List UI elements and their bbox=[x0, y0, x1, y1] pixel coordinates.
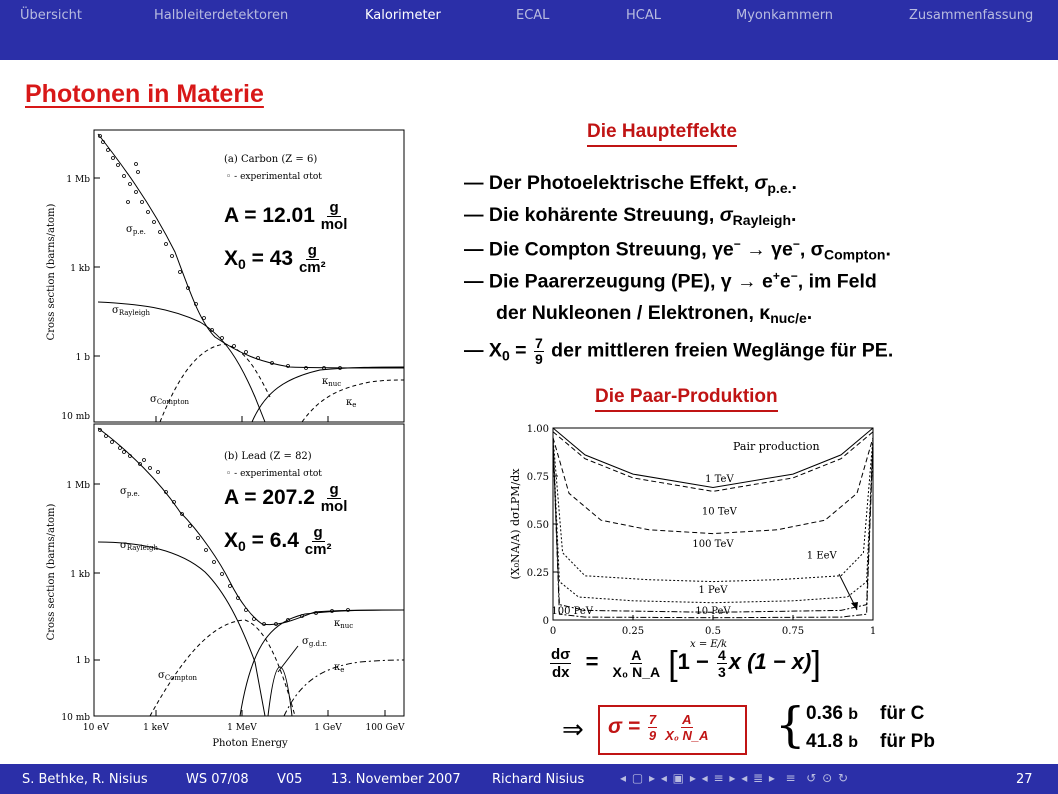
pair-label-1-tev: 1 TeV bbox=[705, 473, 734, 485]
footer-bar bbox=[0, 764, 1058, 794]
bullet-rayleigh: — Die kohärente Streuung, $\sigma_{Rayleigh}$. bbox=[464, 204, 797, 228]
xtick-10ev: 10 eV bbox=[82, 723, 110, 733]
pair-series-1-pev bbox=[553, 440, 873, 603]
bullet-paar: — Die Paarerzeugung (PE), γ → e+e−, im Feld bbox=[464, 269, 877, 293]
pair-xtick: 1 bbox=[869, 626, 877, 637]
results-brace: { bbox=[775, 697, 806, 753]
carbon-ytick-10mb: 10 mb bbox=[61, 412, 90, 422]
lead-ytick-1mb: 1 Mb bbox=[66, 481, 90, 491]
carbon-a-annotation bbox=[224, 200, 347, 233]
nav-item-kalorimeter[interactable]: Kalorimeter bbox=[365, 8, 441, 23]
carbon-label-pe: $\sigma_{p.e.}$ bbox=[126, 224, 146, 236]
top-navigation bbox=[0, 0, 1058, 60]
carbon-label-ke: $\kappa_e$ bbox=[346, 397, 357, 409]
pair-xtick: 0.5 bbox=[705, 626, 721, 637]
xtick-1kev: 1 keV bbox=[143, 723, 169, 733]
lead-x0-annotation bbox=[224, 525, 331, 558]
pair-label-1-pev: 1 PeV bbox=[698, 585, 728, 597]
pair-ytick: 0.75 bbox=[526, 472, 549, 483]
carbon-label-knuc: $\kappa_{nuc}$ bbox=[322, 376, 342, 388]
carbon-title: (a) Carbon (Z = 6) bbox=[224, 154, 318, 165]
pair-label-100-pev: 100 PeV bbox=[551, 606, 594, 618]
carbon-ytick-1b: 1 b bbox=[75, 353, 90, 363]
lead-a-label: A = 207.2 bbox=[224, 486, 315, 510]
pair-xtick: 0.75 bbox=[781, 626, 805, 637]
carbon-x0-val: = 43 bbox=[245, 247, 294, 271]
carbon-ytick-1mb: 1 Mb bbox=[66, 175, 90, 185]
pair-ticks bbox=[527, 424, 876, 637]
bullet-x0: — $X_0$ = $\frac{7}{9}$ der mittleren freien Weglänge für PE. bbox=[464, 335, 894, 367]
lead-title: (b) Lead (Z = 82) bbox=[224, 451, 312, 462]
pair-formula: $\frac{d\sigma}{dx}$ = $\frac{A}{\text{X₀ N\_A}}$ [1 − $\frac{4}{3}$ x (1 − x)] bbox=[551, 645, 821, 683]
carbon-x0-sub: 0 bbox=[238, 256, 246, 273]
footer-term: WS 07/08 bbox=[186, 772, 249, 787]
lead-xlabel: Photon Energy bbox=[212, 738, 288, 749]
pair-title: Pair production bbox=[733, 440, 820, 453]
result-carbon: 0.36 b für C bbox=[806, 703, 925, 724]
lead-x0-label: X bbox=[224, 529, 239, 553]
lead-ytick-1kb: 1 kb bbox=[70, 570, 90, 580]
lead-a-annotation bbox=[224, 482, 347, 515]
carbon-a-num: g bbox=[329, 199, 339, 216]
pair-ytick: 1.00 bbox=[526, 424, 549, 435]
sigma-formula: σ = $\frac{7}{9}$ $\frac{A}{\text{X₀ N\_A}}$ bbox=[608, 712, 709, 743]
lead-ytick-10mb: 10 mb bbox=[61, 713, 90, 723]
bullet-nukleonen: der Nukleonen / Elektronen, $\kappa_{nuc/e}$. bbox=[496, 302, 813, 326]
paar-produktion-heading: Die Paar-Produktion bbox=[595, 386, 778, 408]
pair-xtick: 0 bbox=[549, 626, 557, 637]
pair-ytick: 0.50 bbox=[526, 520, 549, 531]
carbon-x0-annotation bbox=[224, 243, 326, 276]
pair-production-svg bbox=[505, 420, 885, 645]
pair-arrowhead bbox=[851, 602, 858, 610]
formula-bracket-top: x = E/k bbox=[690, 639, 728, 650]
result-lead: 41.8 b für Pb bbox=[806, 731, 935, 752]
carbon-label-rayleigh: $\sigma_{Rayleigh}$ bbox=[112, 305, 150, 317]
pair-ytick: 0.25 bbox=[526, 568, 549, 579]
lead-label-gdr: $\sigma_{g.d.r.}$ bbox=[302, 636, 328, 648]
pair-production-chart bbox=[505, 420, 885, 645]
pair-label-10-tev: 10 TeV bbox=[701, 506, 737, 518]
lead-label-pe: $\sigma_{p.e.}$ bbox=[120, 486, 140, 498]
pair-ylabel: (X₀NA/A) dσLPM/dx bbox=[509, 468, 522, 580]
carbon-ylabel: Cross section (barns/atom) bbox=[46, 203, 57, 341]
lead-a-num: g bbox=[329, 481, 339, 498]
pair-ytick: 0 bbox=[542, 616, 549, 627]
nav-item-myonkammern[interactable]: Myonkammern bbox=[736, 8, 834, 23]
nav-item-ecal[interactable]: ECAL bbox=[516, 8, 550, 23]
carbon-a-label: A = 12.01 bbox=[224, 204, 315, 228]
nav-item-zusammenfassung[interactable]: Zusammenfassung bbox=[909, 8, 1034, 23]
carbon-x0-den: cm² bbox=[298, 259, 326, 276]
pair-label-10-pev: 10 PeV bbox=[695, 606, 731, 618]
lead-frame bbox=[94, 424, 404, 716]
carbon-label-compton: $\sigma_{Compton}$ bbox=[150, 394, 190, 406]
xtick-1mev: 1 MeV bbox=[227, 723, 257, 733]
pair-xtick: 0.25 bbox=[621, 626, 645, 637]
pair-label-100-tev: 100 TeV bbox=[692, 539, 734, 551]
bullet-compton: — Die Compton Streuung, γe− → γe−, $\sigma_{Compton}$. bbox=[464, 237, 891, 263]
footer-speaker: Richard Nisius bbox=[492, 772, 585, 787]
beamer-navigation-icons[interactable]: ◂ ▢ ▸ ◂ ▣ ▸ ◂ ≡ ▸ ◂ ≣ ▸ ≡ ↺ ⊙ ↻ bbox=[620, 771, 850, 785]
carbon-a-den: mol bbox=[320, 216, 348, 233]
footer-date: 13. November 2007 bbox=[331, 772, 461, 787]
nav-item-hcal[interactable]: HCAL bbox=[626, 8, 661, 23]
footer-lecture: V05 bbox=[277, 772, 303, 787]
lead-legend: ◦ - experimental σtot bbox=[226, 469, 322, 479]
lead-x0-val: = 6.4 bbox=[245, 529, 299, 553]
bullet-photoeffekt: — Der Photoelektrische Effekt, $\sigma_{p.e.}$. bbox=[464, 172, 797, 196]
lead-label-knuc: $\kappa_{nuc}$ bbox=[334, 618, 354, 630]
carbon-ytick-1kb: 1 kb bbox=[70, 264, 90, 274]
nav-item-halbleiterdetektoren[interactable]: Halbleiterdetektoren bbox=[154, 8, 289, 23]
lead-label-rayleigh: $\sigma_{Rayleigh}$ bbox=[120, 540, 158, 552]
lead-label-ke: $\kappa_e$ bbox=[334, 662, 345, 674]
carbon-legend: ◦ - experimental σtot bbox=[226, 172, 322, 182]
lead-x0-sub: 0 bbox=[238, 538, 246, 555]
footer-authors: S. Bethke, R. Nisius bbox=[22, 772, 148, 787]
lead-knuc bbox=[240, 610, 404, 716]
lead-x0-den: cm² bbox=[304, 541, 332, 558]
nav-item-uebersicht[interactable]: Übersicht bbox=[20, 8, 82, 23]
carbon-x0-num: g bbox=[307, 242, 317, 259]
haupteffekte-heading: Die Haupteffekte bbox=[587, 121, 737, 143]
lead-gdr bbox=[268, 667, 292, 716]
lead-ytick-1b: 1 b bbox=[75, 656, 90, 666]
lead-label-compton: $\sigma_{Compton}$ bbox=[158, 670, 198, 682]
pair-series-100-tev bbox=[553, 438, 873, 534]
carbon-compton bbox=[160, 344, 270, 422]
xtick-100gev: 100 GeV bbox=[365, 723, 405, 733]
lead-rayleigh bbox=[98, 542, 265, 716]
footer-page-number: 27 bbox=[1016, 772, 1033, 787]
lead-compton bbox=[150, 620, 295, 716]
lead-ylabel: Cross section (barns/atom) bbox=[46, 503, 57, 641]
pair-labels bbox=[551, 474, 837, 617]
xtick-1gev: 1 GeV bbox=[314, 723, 342, 733]
lead-a-den: mol bbox=[320, 498, 348, 515]
page-title: Photonen in Materie bbox=[25, 80, 264, 108]
carbon-x0-label: X bbox=[224, 247, 239, 271]
pair-label-1-eev: 1 EeV bbox=[806, 550, 837, 562]
formula-arrow: ⇒ bbox=[562, 714, 584, 744]
lead-x0-num: g bbox=[313, 524, 323, 541]
